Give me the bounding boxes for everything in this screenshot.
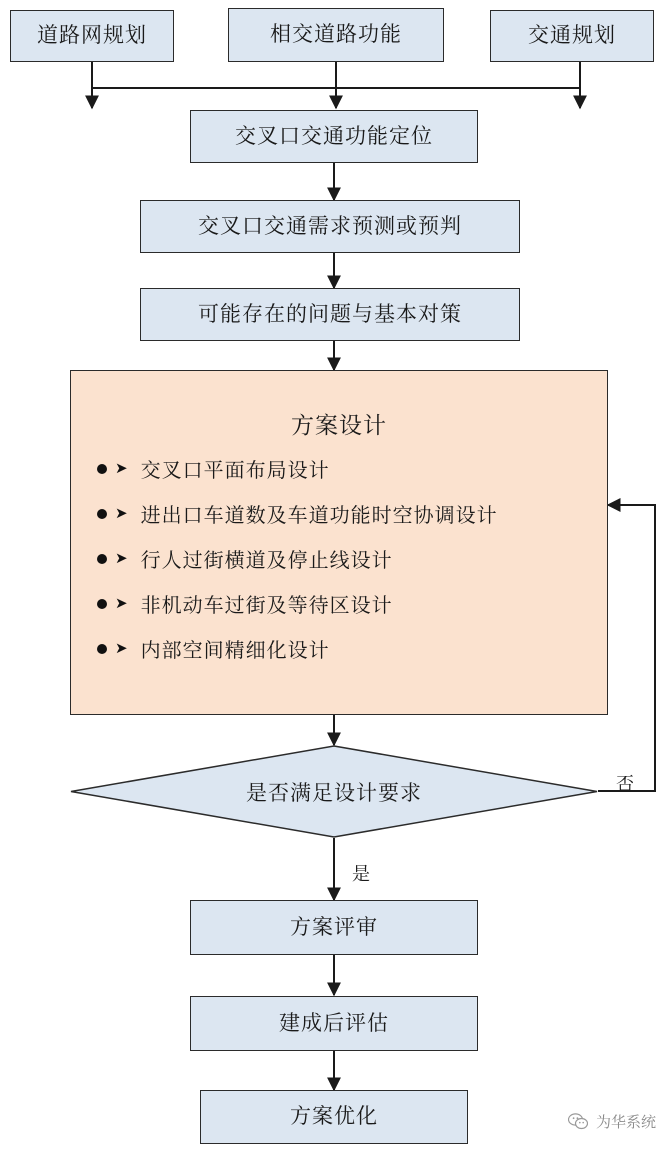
bullet-dot-icon xyxy=(97,554,107,564)
watermark-label: 为华系统 xyxy=(595,1114,656,1131)
node-road-network-plan xyxy=(10,10,174,62)
arrow-right-icon: ➤ xyxy=(115,595,129,612)
design-panel-item-label: 交叉口平面布局设计 xyxy=(140,460,330,482)
decision-label: 是否满足设计要求 xyxy=(246,781,422,805)
node-intersecting-road-function xyxy=(228,8,444,62)
node-traffic-plan xyxy=(490,10,654,62)
arrow-right-icon: ➤ xyxy=(115,460,129,477)
bullet-dot-icon xyxy=(97,509,107,519)
node-label: 交叉口交通功能定位 xyxy=(235,124,433,148)
node-label: 相交道路功能 xyxy=(270,23,402,47)
node-function-positioning xyxy=(190,110,478,163)
node-label: 方案优化 xyxy=(290,1105,378,1129)
arrow-right-icon: ➤ xyxy=(115,505,129,522)
node-scheme-review xyxy=(190,900,478,955)
design-panel-item-label: 内部空间精细化设计 xyxy=(140,640,330,662)
design-scheme-panel xyxy=(70,370,608,715)
decision-yes-label: 是 xyxy=(352,864,370,884)
decision-no-label: 否 xyxy=(616,774,634,794)
design-panel-item-label: 非机动车过街及等待区设计 xyxy=(140,595,393,617)
design-panel-title: 方案设计 xyxy=(291,412,387,438)
arrow-right-icon: ➤ xyxy=(115,550,129,567)
design-panel-item-label: 行人过街横道及停止线设计 xyxy=(140,550,393,572)
node-post-construction-evaluation xyxy=(190,996,478,1051)
bullet-dot-icon xyxy=(97,464,107,474)
bullet-dot-icon xyxy=(97,644,107,654)
node-label: 建成后评估 xyxy=(279,1011,389,1035)
design-panel-item xyxy=(97,499,607,528)
node-problems-countermeasures xyxy=(140,288,520,341)
watermark xyxy=(568,1111,656,1132)
design-panel-item xyxy=(97,589,607,618)
node-scheme-optimization xyxy=(200,1090,468,1144)
node-demand-forecast xyxy=(140,200,520,253)
design-panel-item-list xyxy=(71,454,607,663)
node-label: 道路网规划 xyxy=(37,24,147,48)
wechat-icon xyxy=(568,1113,588,1130)
design-panel-item xyxy=(97,634,607,663)
node-label: 可能存在的问题与基本对策 xyxy=(198,302,462,326)
decision-node xyxy=(70,745,598,838)
node-label: 交叉口交通需求预测或预判 xyxy=(198,214,462,238)
design-panel-item xyxy=(97,544,607,573)
arrow-right-icon: ➤ xyxy=(115,640,129,657)
bullet-dot-icon xyxy=(97,599,107,609)
design-panel-item-label: 进出口车道数及车道功能时空协调设计 xyxy=(140,505,498,527)
node-label: 交通规划 xyxy=(528,24,616,48)
node-label: 方案评审 xyxy=(290,915,378,939)
design-panel-item xyxy=(97,454,607,483)
